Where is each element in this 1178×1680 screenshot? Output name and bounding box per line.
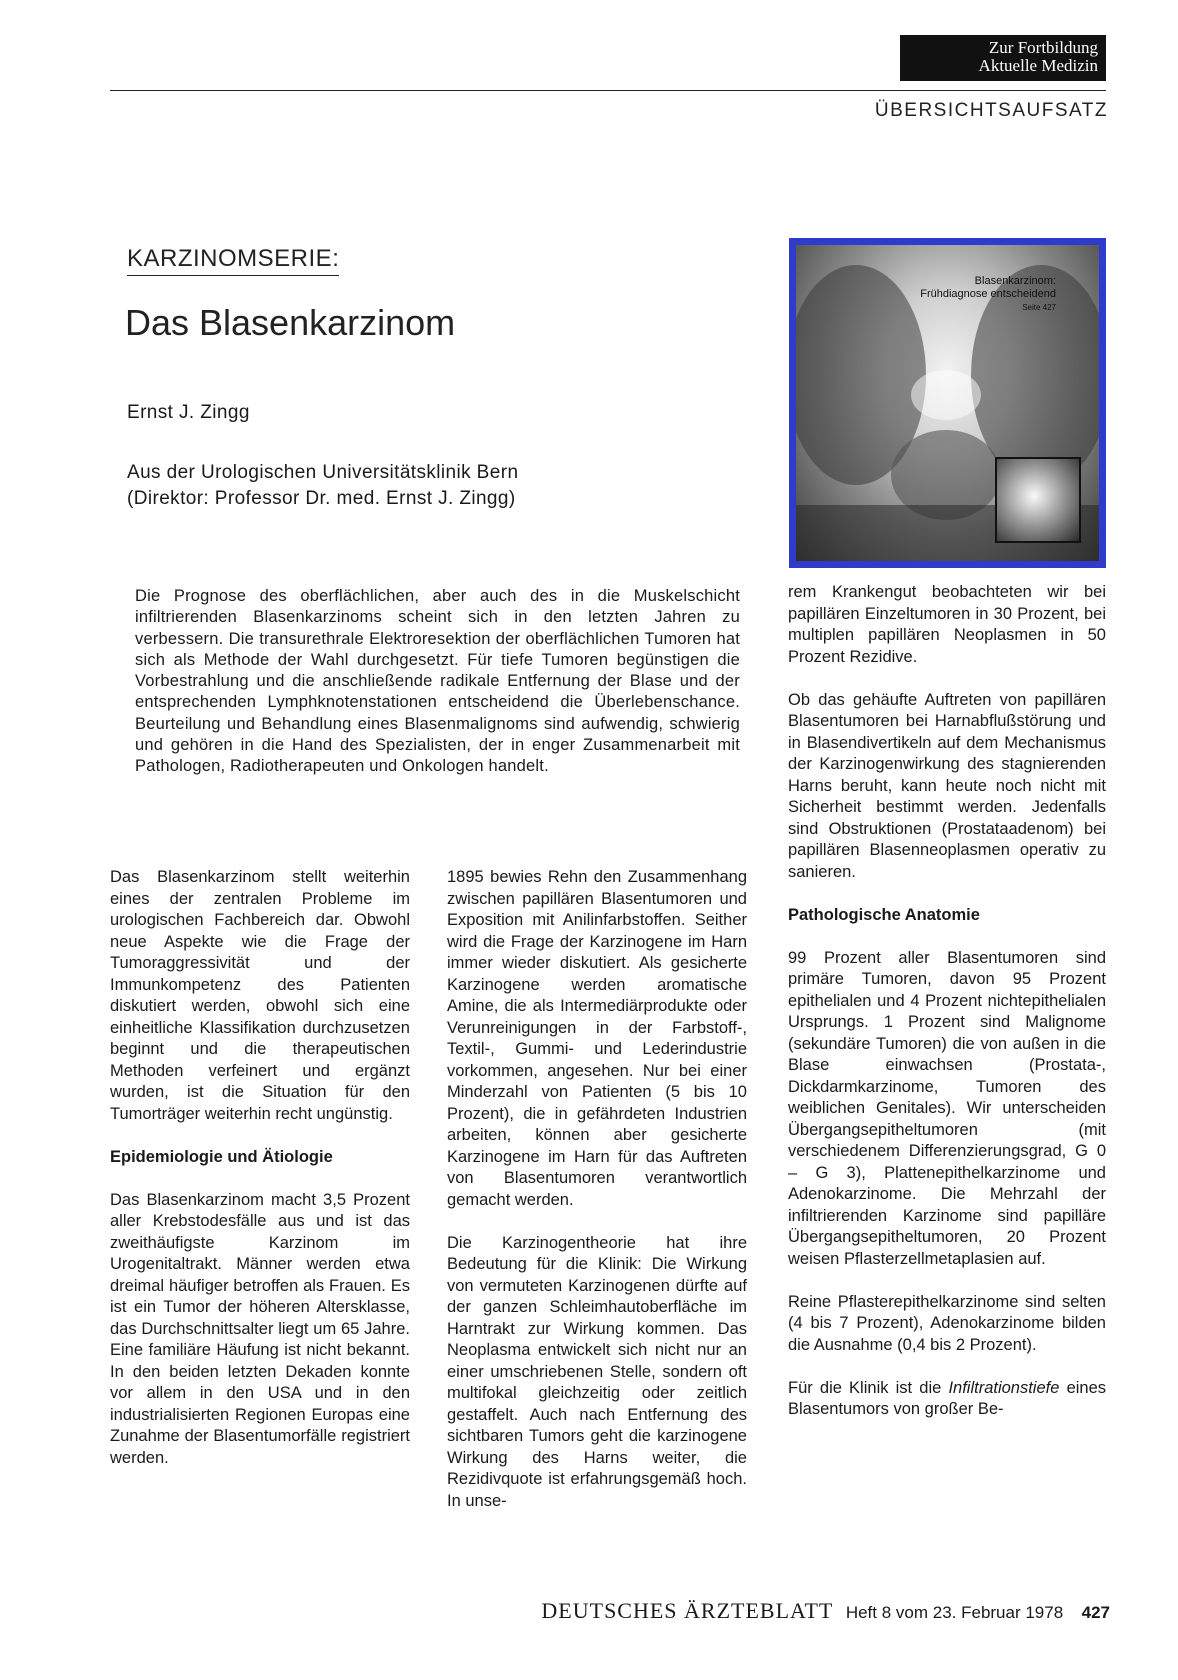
paragraph: 99 Prozent aller Blasentumoren sind primäre Tumoren, davon 95 Prozent epithelialen und 4 Prozent nichtepithelialen Ursprungs. 1 Prozent sind Malignome (sekundäre Tumoren) die von außen in die Blase einwachsen (Prostata-, Dickdarmkarzinome, Tumoren des weiblichen Genitales). Wir unterscheiden Übergangsepitheltumoren (mit verschiedenem Differenzierungsgrad, G 0 – G 3), Plattenepithelkarzinome und Adenokarzinome. Die Mehrzahl der infiltrierenden Karzinome sind papilläre Übergangsepitheltumoren, 20 Prozent weisen Pflasterzellmetaplasien auf. [788, 948, 1106, 1268]
section-badge [900, 35, 1106, 81]
paragraph-text: eines Blasentumors von großer Be- [788, 1378, 1107, 1418]
affiliation-line-2: (Direktor: Professor Dr. med. Ernst J. Zingg) [127, 488, 516, 509]
cover-caption [856, 275, 1056, 314]
paragraph: Ob das gehäufte Auftreten von papillären Blasentumoren bei Harnabflußstörung und in Blasendivertikeln auf dem Mechanismus der Karzinogenwirkung des stagnierenden Harns beruht, kann heute noch nicht mit Sicherheit bestimmt werden. Jedenfalls sind Obstruktionen (Prostataadenom) bei papillären Blasenneoplasmen operativ zu sanieren. [788, 690, 1106, 881]
journal-name: DEUTSCHES ÄRZTEBLATT [541, 1598, 834, 1623]
badge-line-1: Zur Fortbildung [988, 38, 1098, 57]
paragraph: Das Blasenkarzinom stellt weiterhin eines der zentralen Probleme im urologischen Fachbereich dar. Obwohl neue Aspekte wie die Frage der Tumoraggressivität und der Immunkompetenz des Patienten diskutiert werden, obwohl sich eine einheitliche Klassifikation durchzusetzen beginnt und die therapeutischen Methoden verfeinert und ergänzt wurden, ist die Situation für den Tumorträger weiterhin recht ungünstig. [110, 868, 410, 1123]
page-footer [541, 1598, 1110, 1624]
section-heading-pathologie: Pathologische Anatomie [788, 905, 980, 924]
cover-caption-line-1: Blasenkarzinom: [974, 275, 1056, 287]
author-name: Ernst J. Zingg [127, 402, 250, 423]
issue-info: Heft 8 vom 23. Februar 1978 [845, 1603, 1064, 1622]
paragraph: Reine Pflasterepithelkarzinome sind selten (4 bis 7 Prozent), Adenokarzinome bilden die Ausnahme (0,4 bis 2 Prozent). [788, 1292, 1106, 1354]
paragraph: Die Karzinogentheorie hat ihre Bedeutung für die Klinik: Die Wirkung von vermuteten Karzinogenen dürfte auf der ganzen Schleimhautoberfläche im Harntrakt zur Wirkung kommen. Das Neoplasma entwickelt sich nicht nur an einer umschriebenen Stelle, sondern oft multifokal gleichzeitig oder zeitlich gestaffelt. Auch nach Entfernung des sichtbaren Tumors geht die karzinogene Wirkung des Harns weiter, die Rezidivquote ist erfahrungsgemäß hoch. In unse- [447, 1233, 747, 1510]
cover-caption-line-2: Frühdiagnose entscheidend [920, 288, 1056, 300]
column-3 [788, 582, 1106, 1442]
abstract: Die Prognose des oberflächlichen, aber auch des in die Muskelschicht infiltrierenden Blasenkarzinoms scheint sich in den letzten Jahren zu verbessern. Die transurethrale Elektroresektion der oberflächlichen Tumoren hat sich als Methode der Wahl durchgesetzt. Für tiefe Tumoren begünstigen die Vorbestrahlung und die anschließende radikale Entfernung der Blase und der entsprechenden Lymphknotenstationen entscheidend die Überlebenschance. Beurteilung und Behandlung eines Blasenmalignoms sind aufwendig, schwierig und gehören in die Hand des Spezialisten, der in enger Zusammenarbeit mit Pathologen, Radiotherapeuten und Onkologen handelt. [135, 587, 740, 776]
header-rule [110, 90, 1106, 91]
column-2 [447, 867, 747, 1534]
affiliation-line-1: Aus der Urologischen Universitätsklinik Bern [127, 462, 519, 483]
section-label: ÜBERSICHTSAUFSATZ [874, 100, 1108, 121]
cystoscopy-inset [995, 457, 1081, 543]
series-label: KARZINOMSERIE: [127, 245, 339, 276]
article-title: Das Blasenkarzinom [125, 302, 456, 343]
paragraph: Das Blasenkarzinom macht 3,5 Prozent aller Krebstodesfälle aus und ist das zweithäufigste Karzinom im Urogenitaltrakt. Männer werden etwa dreimal häufiger betroffen als Frauen. Es ist ein Tumor der höheren Altersklasse, das Durchschnittsalter liegt um 65 Jahre. Eine familiäre Häufung ist nicht bekannt. In den beiden letzten Dekaden konnte vor allem in den USA und in den industrialisierten Regionen Europas eine Zunahme der Blasentumorfälle registriert werden. [110, 1190, 410, 1467]
paragraph: 1895 bewies Rehn den Zusammenhang zwischen papillären Blasentumoren und Exposition mit Anilinfarbstoffen. Seither wird die Frage der Karzinogene im Harn immer wieder diskutiert. Als gesicherte Karzinogene werden aromatische Amine, die als Intermediärprodukte oder Verunreinigungen in der Farbstoff-, Textil-, Gummi- und Lederindustrie vorkommen, angesehen. Nur bei einer Minderzahl von Patienten (5 bis 10 Prozent), die in gefährdeten Industrien arbeiten, können aber gesicherte Karzinogene im Harn für das Auftreten von Blasentumoren verantwortlich gemacht werden. [447, 868, 747, 1209]
paragraph-text: Für die Klinik ist die [788, 1378, 949, 1397]
cover-image [789, 238, 1106, 568]
paragraph: rem Krankengut beobachteten wir bei papillären Einzeltumoren in 30 Prozent, bei multiplen papillären Neoplasmen in 50 Prozent Rezidive. [788, 583, 1106, 666]
cover-caption-page: Seite 427 [1022, 303, 1056, 312]
column-1 [110, 867, 410, 1491]
section-heading-epidemiologie: Epidemiologie und Ätiologie [110, 1147, 333, 1166]
paragraph [788, 1378, 1106, 1421]
badge-line-2: Aktuelle Medizin [978, 56, 1098, 75]
xray-photo [796, 245, 1099, 561]
emphasis-term: Infiltrationstiefe [948, 1378, 1060, 1397]
author-affiliation [127, 460, 518, 512]
page-number: 427 [1081, 1603, 1110, 1622]
